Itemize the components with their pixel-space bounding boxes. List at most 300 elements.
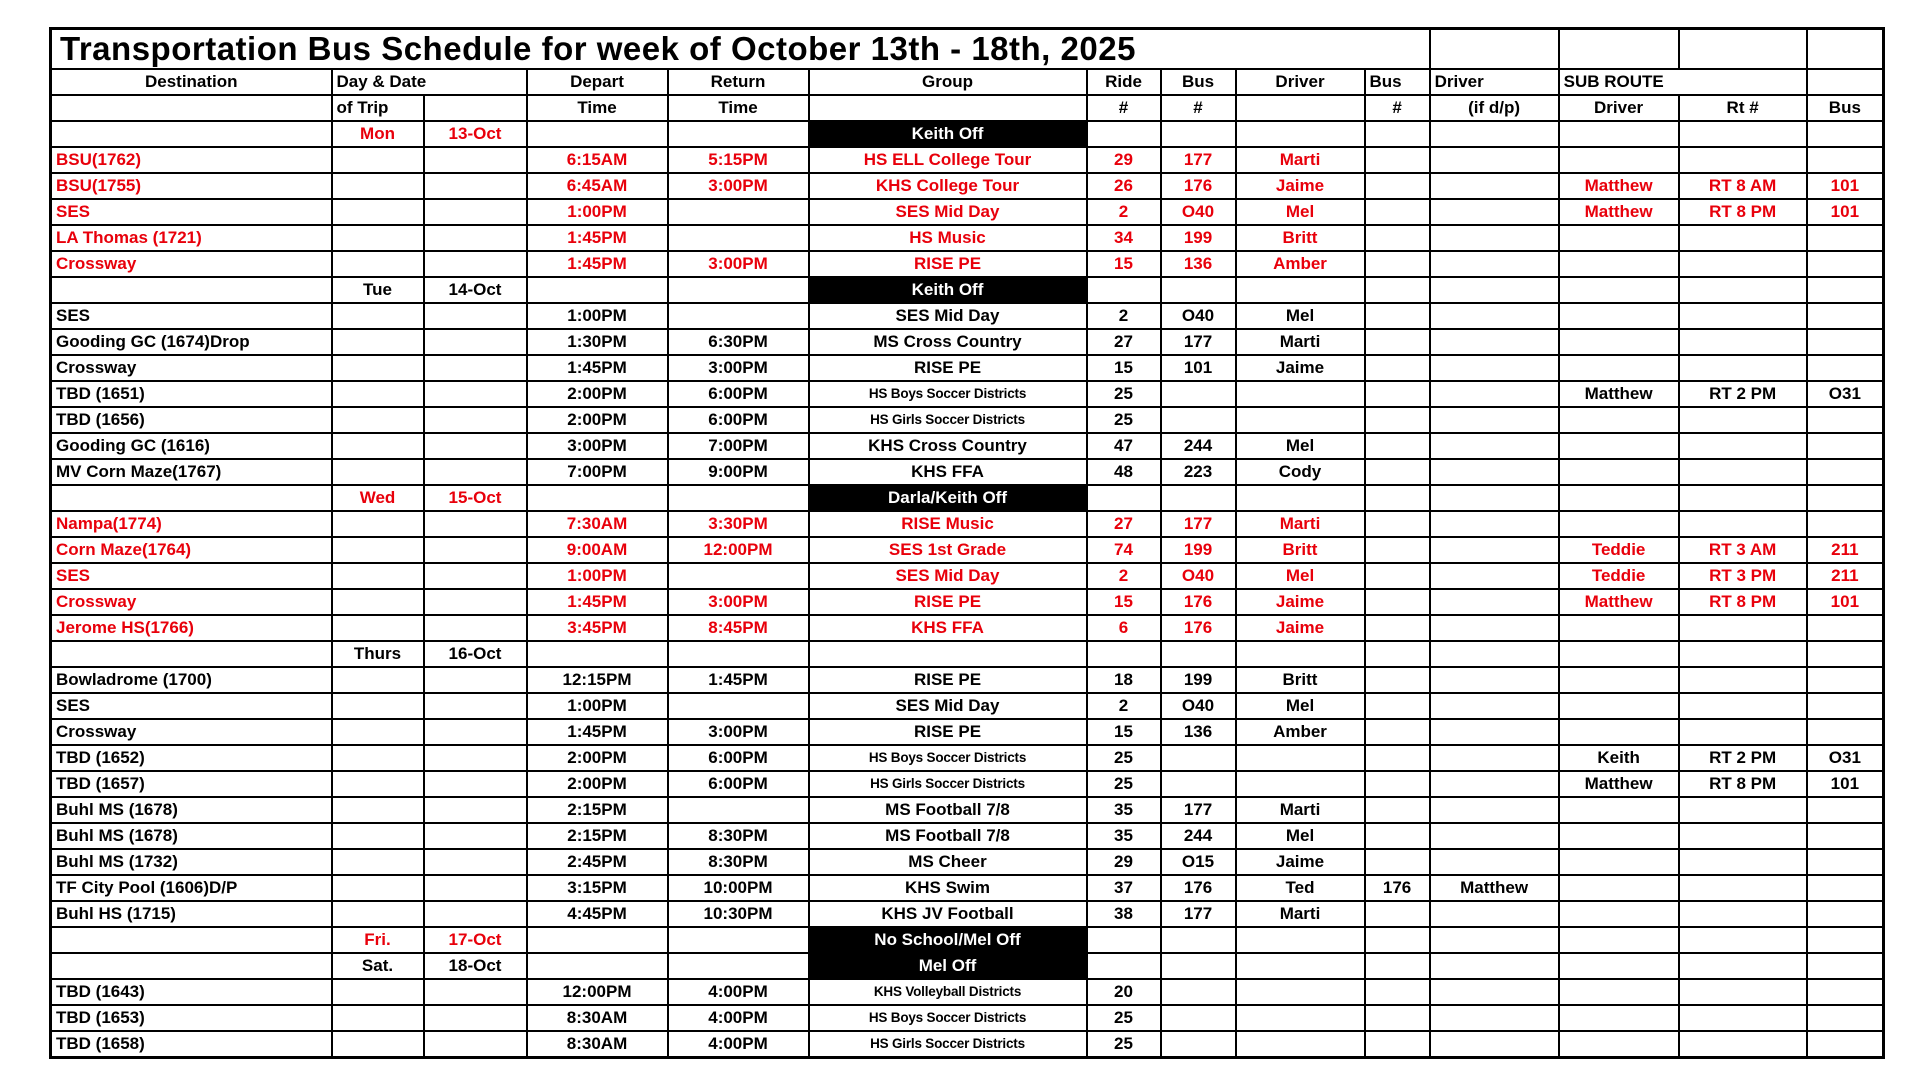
cell-sub-rt: RT 8 AM <box>1679 173 1807 199</box>
cell-sub-bus <box>1807 953 1884 979</box>
cell-depart: 12:00PM <box>527 979 668 1005</box>
cell-sub-rt <box>1679 979 1807 1005</box>
cell-sub-rt <box>1679 485 1807 511</box>
cell-driver2 <box>1430 173 1559 199</box>
cell-bus: 101 <box>1161 355 1236 381</box>
cell-driver: Mel <box>1236 303 1365 329</box>
cell-sub-bus: 101 <box>1807 771 1884 797</box>
col-header-driver2: Driver <box>1430 69 1559 95</box>
cell-sub-rt <box>1679 1031 1807 1058</box>
cell-bus: 244 <box>1161 433 1236 459</box>
cell-driver2 <box>1430 901 1559 927</box>
cell-driver2 <box>1430 251 1559 277</box>
cell-group: KHS Cross Country <box>809 433 1087 459</box>
cell-bus2 <box>1365 641 1430 667</box>
cell-dest: Buhl HS (1715) <box>51 901 332 927</box>
cell-group: No School/Mel Off <box>809 927 1087 953</box>
cell-driver: Britt <box>1236 537 1365 563</box>
cell-depart: 1:30PM <box>527 329 668 355</box>
cell-dest: TBD (1657) <box>51 771 332 797</box>
schedule-row <box>51 563 1884 589</box>
cell-sub-bus: 211 <box>1807 563 1884 589</box>
schedule-row <box>51 329 1884 355</box>
cell-sub-rt <box>1679 615 1807 641</box>
cell-return <box>668 693 809 719</box>
cell-sub-driver: Teddie <box>1559 537 1679 563</box>
cell-day <box>332 719 424 745</box>
schedule-row <box>51 927 1884 953</box>
cell-bus2 <box>1365 537 1430 563</box>
schedule-row <box>51 667 1884 693</box>
schedule-row <box>51 433 1884 459</box>
cell-driver2 <box>1430 719 1559 745</box>
cell-bus2 <box>1365 849 1430 875</box>
header-row-2 <box>51 95 1884 121</box>
cell-date: 18-Oct <box>424 953 527 979</box>
cell-sub-bus <box>1807 511 1884 537</box>
cell-return: 3:00PM <box>668 719 809 745</box>
cell-depart: 2:00PM <box>527 381 668 407</box>
cell-bus: 223 <box>1161 459 1236 485</box>
cell-day <box>332 147 424 173</box>
schedule-row <box>51 875 1884 901</box>
cell-sub-bus <box>1807 667 1884 693</box>
cell-bus: O40 <box>1161 693 1236 719</box>
schedule-row <box>51 589 1884 615</box>
cell-driver: Marti <box>1236 511 1365 537</box>
cell-day <box>332 1031 424 1058</box>
cell-day <box>332 693 424 719</box>
cell-bus: 177 <box>1161 147 1236 173</box>
cell-group: HS Music <box>809 225 1087 251</box>
cell-dest: TBD (1653) <box>51 1005 332 1031</box>
cell-driver: Amber <box>1236 719 1365 745</box>
schedule-row <box>51 251 1884 277</box>
cell-sub-rt <box>1679 641 1807 667</box>
schedule-row <box>51 745 1884 771</box>
cell-bus <box>1161 121 1236 147</box>
cell-sub-bus <box>1807 329 1884 355</box>
cell-depart <box>527 277 668 303</box>
cell-day <box>332 381 424 407</box>
cell-driver: Ted <box>1236 875 1365 901</box>
cell-date <box>424 1005 527 1031</box>
col-header-driver: Driver <box>1236 69 1365 95</box>
title-spacer-cell <box>1679 29 1807 70</box>
col-subheader-group <box>809 95 1087 121</box>
cell-day <box>332 251 424 277</box>
cell-day <box>332 563 424 589</box>
cell-group: SES Mid Day <box>809 303 1087 329</box>
cell-driver: Marti <box>1236 329 1365 355</box>
cell-day <box>332 459 424 485</box>
schedule-row <box>51 615 1884 641</box>
title-spacer-cell <box>1559 29 1679 70</box>
cell-return <box>668 953 809 979</box>
cell-group: KHS JV Football <box>809 901 1087 927</box>
cell-driver <box>1236 407 1365 433</box>
cell-return <box>668 303 809 329</box>
cell-dest: Buhl MS (1678) <box>51 797 332 823</box>
cell-date <box>424 1031 527 1058</box>
col-header-depart: Depart <box>527 69 668 95</box>
cell-sub-bus <box>1807 875 1884 901</box>
col-subheader-bus2-no: # <box>1365 95 1430 121</box>
cell-bus <box>1161 485 1236 511</box>
cell-ride: 15 <box>1087 355 1161 381</box>
cell-sub-driver <box>1559 953 1679 979</box>
cell-day <box>332 771 424 797</box>
cell-return <box>668 563 809 589</box>
cell-sub-rt <box>1679 849 1807 875</box>
schedule-row <box>51 953 1884 979</box>
cell-date <box>424 823 527 849</box>
cell-ride <box>1087 121 1161 147</box>
cell-bus: 176 <box>1161 875 1236 901</box>
cell-dest: Gooding GC (1616) <box>51 433 332 459</box>
col-subheader-sub-rt: Rt # <box>1679 95 1807 121</box>
cell-driver2 <box>1430 615 1559 641</box>
cell-bus2 <box>1365 407 1430 433</box>
cell-sub-bus: 101 <box>1807 173 1884 199</box>
col-header-bus: Bus <box>1161 69 1236 95</box>
cell-sub-rt <box>1679 667 1807 693</box>
cell-date <box>424 667 527 693</box>
cell-sub-driver <box>1559 693 1679 719</box>
cell-group: MS Cross Country <box>809 329 1087 355</box>
schedule-row <box>51 121 1884 147</box>
cell-sub-bus <box>1807 849 1884 875</box>
cell-sub-rt <box>1679 823 1807 849</box>
cell-sub-driver <box>1559 615 1679 641</box>
cell-return: 8:45PM <box>668 615 809 641</box>
cell-driver2 <box>1430 927 1559 953</box>
cell-return <box>668 225 809 251</box>
cell-return: 3:30PM <box>668 511 809 537</box>
cell-bus2 <box>1365 173 1430 199</box>
cell-ride <box>1087 641 1161 667</box>
cell-bus2 <box>1365 953 1430 979</box>
cell-sub-bus <box>1807 303 1884 329</box>
cell-date <box>424 693 527 719</box>
cell-group: RISE PE <box>809 589 1087 615</box>
cell-date <box>424 797 527 823</box>
cell-sub-rt <box>1679 225 1807 251</box>
schedule-row <box>51 485 1884 511</box>
cell-day <box>332 979 424 1005</box>
cell-driver: Amber <box>1236 251 1365 277</box>
cell-bus2 <box>1365 251 1430 277</box>
cell-dest: BSU(1762) <box>51 147 332 173</box>
cell-driver2 <box>1430 225 1559 251</box>
cell-depart: 4:45PM <box>527 901 668 927</box>
bus-schedule-table <box>49 27 1885 1059</box>
cell-sub-driver <box>1559 823 1679 849</box>
cell-sub-rt <box>1679 875 1807 901</box>
cell-sub-driver <box>1559 459 1679 485</box>
cell-return: 10:30PM <box>668 901 809 927</box>
cell-sub-bus: 101 <box>1807 199 1884 225</box>
schedule-row <box>51 147 1884 173</box>
cell-driver: Mel <box>1236 563 1365 589</box>
cell-driver2 <box>1430 407 1559 433</box>
cell-sub-rt <box>1679 797 1807 823</box>
cell-sub-driver <box>1559 797 1679 823</box>
cell-dest <box>51 121 332 147</box>
cell-sub-bus <box>1807 251 1884 277</box>
title-row <box>51 29 1884 70</box>
cell-sub-driver: Matthew <box>1559 589 1679 615</box>
cell-day <box>332 355 424 381</box>
cell-bus <box>1161 381 1236 407</box>
cell-group: Darla/Keith Off <box>809 485 1087 511</box>
col-header-day-date: Day & Date <box>332 69 527 95</box>
cell-sub-bus <box>1807 823 1884 849</box>
cell-sub-driver <box>1559 641 1679 667</box>
cell-ride: 25 <box>1087 1031 1161 1058</box>
cell-sub-bus <box>1807 121 1884 147</box>
cell-return <box>668 121 809 147</box>
schedule-row <box>51 199 1884 225</box>
cell-group: RISE PE <box>809 719 1087 745</box>
cell-depart: 8:30AM <box>527 1005 668 1031</box>
cell-sub-bus <box>1807 693 1884 719</box>
cell-ride: 48 <box>1087 459 1161 485</box>
cell-driver <box>1236 745 1365 771</box>
cell-dest: Buhl MS (1678) <box>51 823 332 849</box>
cell-day: Tue <box>332 277 424 303</box>
cell-driver: Britt <box>1236 667 1365 693</box>
cell-return: 1:45PM <box>668 667 809 693</box>
cell-driver2 <box>1430 797 1559 823</box>
schedule-row <box>51 901 1884 927</box>
cell-dest: Nampa(1774) <box>51 511 332 537</box>
cell-driver: Jaime <box>1236 615 1365 641</box>
cell-day <box>332 615 424 641</box>
cell-ride: 6 <box>1087 615 1161 641</box>
page-title: Transportation Bus Schedule for week of October 13th - 18th, 2025 <box>51 29 1430 70</box>
cell-driver: Mel <box>1236 693 1365 719</box>
cell-sub-rt <box>1679 121 1807 147</box>
cell-driver2 <box>1430 147 1559 173</box>
cell-dest: Bowladrome (1700) <box>51 667 332 693</box>
cell-group: SES Mid Day <box>809 563 1087 589</box>
cell-ride: 15 <box>1087 251 1161 277</box>
cell-sub-bus: O31 <box>1807 745 1884 771</box>
cell-return: 7:00PM <box>668 433 809 459</box>
cell-driver <box>1236 485 1365 511</box>
cell-date: 14-Oct <box>424 277 527 303</box>
cell-date <box>424 537 527 563</box>
cell-bus2: 176 <box>1365 875 1430 901</box>
cell-depart <box>527 485 668 511</box>
col-subheader-date <box>424 95 527 121</box>
schedule-row <box>51 823 1884 849</box>
cell-sub-rt <box>1679 511 1807 537</box>
cell-sub-driver <box>1559 1005 1679 1031</box>
cell-depart: 1:45PM <box>527 719 668 745</box>
cell-dest: BSU(1755) <box>51 173 332 199</box>
cell-sub-bus <box>1807 615 1884 641</box>
cell-sub-driver <box>1559 225 1679 251</box>
col-subheader-return-time: Time <box>668 95 809 121</box>
col-header-return: Return <box>668 69 809 95</box>
cell-bus2 <box>1365 329 1430 355</box>
cell-date <box>424 147 527 173</box>
cell-driver2 <box>1430 849 1559 875</box>
cell-driver: Mel <box>1236 433 1365 459</box>
cell-sub-bus <box>1807 433 1884 459</box>
cell-dest: TBD (1651) <box>51 381 332 407</box>
cell-ride: 34 <box>1087 225 1161 251</box>
cell-bus2 <box>1365 1005 1430 1031</box>
cell-driver2 <box>1430 355 1559 381</box>
cell-day: Fri. <box>332 927 424 953</box>
cell-return: 3:00PM <box>668 251 809 277</box>
cell-depart: 1:00PM <box>527 693 668 719</box>
cell-bus: 136 <box>1161 719 1236 745</box>
cell-driver: Mel <box>1236 199 1365 225</box>
cell-ride <box>1087 927 1161 953</box>
schedule-row <box>51 1031 1884 1058</box>
cell-bus: O40 <box>1161 303 1236 329</box>
cell-date <box>424 355 527 381</box>
cell-day <box>332 589 424 615</box>
cell-sub-driver <box>1559 303 1679 329</box>
cell-group: RISE Music <box>809 511 1087 537</box>
cell-sub-bus <box>1807 979 1884 1005</box>
cell-sub-bus <box>1807 901 1884 927</box>
cell-bus2 <box>1365 511 1430 537</box>
cell-dest <box>51 485 332 511</box>
col-subheader-bus-no: # <box>1161 95 1236 121</box>
cell-bus: 199 <box>1161 537 1236 563</box>
cell-driver2 <box>1430 381 1559 407</box>
cell-group: KHS College Tour <box>809 173 1087 199</box>
cell-bus2 <box>1365 589 1430 615</box>
col-subheader-destination <box>51 95 332 121</box>
cell-group: HS ELL College Tour <box>809 147 1087 173</box>
cell-day <box>332 199 424 225</box>
cell-group: HS Boys Soccer Districts <box>809 1005 1087 1031</box>
cell-bus: 176 <box>1161 589 1236 615</box>
cell-return: 6:00PM <box>668 381 809 407</box>
col-subheader-depart-time: Time <box>527 95 668 121</box>
cell-group: Keith Off <box>809 121 1087 147</box>
cell-depart: 1:00PM <box>527 303 668 329</box>
cell-return: 8:30PM <box>668 849 809 875</box>
cell-bus <box>1161 407 1236 433</box>
col-subheader-of-trip: of Trip <box>332 95 424 121</box>
cell-bus2 <box>1365 225 1430 251</box>
cell-bus2 <box>1365 719 1430 745</box>
cell-driver2 <box>1430 563 1559 589</box>
cell-sub-rt: RT 2 PM <box>1679 745 1807 771</box>
cell-depart: 7:00PM <box>527 459 668 485</box>
cell-sub-bus <box>1807 641 1884 667</box>
cell-depart: 2:00PM <box>527 771 668 797</box>
cell-sub-driver <box>1559 329 1679 355</box>
cell-date <box>424 615 527 641</box>
cell-dest: SES <box>51 563 332 589</box>
cell-sub-rt <box>1679 459 1807 485</box>
cell-driver: Marti <box>1236 147 1365 173</box>
cell-day <box>332 745 424 771</box>
cell-date <box>424 303 527 329</box>
cell-depart: 3:00PM <box>527 433 668 459</box>
cell-day <box>332 407 424 433</box>
cell-dest: TBD (1652) <box>51 745 332 771</box>
cell-bus2 <box>1365 459 1430 485</box>
cell-sub-rt <box>1679 1005 1807 1031</box>
cell-ride: 15 <box>1087 589 1161 615</box>
cell-day <box>332 537 424 563</box>
cell-sub-driver <box>1559 407 1679 433</box>
cell-driver2 <box>1430 329 1559 355</box>
cell-day <box>332 225 424 251</box>
schedule-row <box>51 355 1884 381</box>
cell-depart: 9:00AM <box>527 537 668 563</box>
cell-ride: 27 <box>1087 511 1161 537</box>
cell-group: RISE PE <box>809 251 1087 277</box>
cell-date <box>424 199 527 225</box>
cell-driver: Cody <box>1236 459 1365 485</box>
title-spacer-cell <box>1807 29 1884 70</box>
cell-date: 13-Oct <box>424 121 527 147</box>
cell-bus: O40 <box>1161 563 1236 589</box>
cell-driver <box>1236 953 1365 979</box>
cell-day <box>332 511 424 537</box>
cell-bus2 <box>1365 823 1430 849</box>
cell-ride: 37 <box>1087 875 1161 901</box>
cell-ride: 15 <box>1087 719 1161 745</box>
cell-sub-rt <box>1679 433 1807 459</box>
cell-dest: Crossway <box>51 719 332 745</box>
cell-group: RISE PE <box>809 355 1087 381</box>
cell-driver <box>1236 1005 1365 1031</box>
cell-return <box>668 927 809 953</box>
cell-dest: TBD (1656) <box>51 407 332 433</box>
cell-driver: Mel <box>1236 823 1365 849</box>
cell-depart: 7:30AM <box>527 511 668 537</box>
cell-day <box>332 1005 424 1031</box>
cell-ride: 35 <box>1087 823 1161 849</box>
cell-driver2 <box>1430 589 1559 615</box>
cell-driver <box>1236 927 1365 953</box>
cell-sub-driver <box>1559 355 1679 381</box>
cell-bus2 <box>1365 199 1430 225</box>
cell-bus2 <box>1365 901 1430 927</box>
col-subheader-driver <box>1236 95 1365 121</box>
cell-depart: 1:45PM <box>527 225 668 251</box>
cell-ride <box>1087 485 1161 511</box>
cell-sub-driver <box>1559 667 1679 693</box>
cell-group: SES 1st Grade <box>809 537 1087 563</box>
cell-dest: TBD (1643) <box>51 979 332 1005</box>
cell-bus2 <box>1365 927 1430 953</box>
cell-bus: 244 <box>1161 823 1236 849</box>
cell-dest: Crossway <box>51 589 332 615</box>
cell-ride <box>1087 277 1161 303</box>
cell-bus: 177 <box>1161 797 1236 823</box>
cell-driver2 <box>1430 199 1559 225</box>
cell-driver2 <box>1430 979 1559 1005</box>
cell-return <box>668 485 809 511</box>
cell-ride: 25 <box>1087 381 1161 407</box>
cell-dest: SES <box>51 199 332 225</box>
cell-driver2: Matthew <box>1430 875 1559 901</box>
cell-sub-rt <box>1679 901 1807 927</box>
